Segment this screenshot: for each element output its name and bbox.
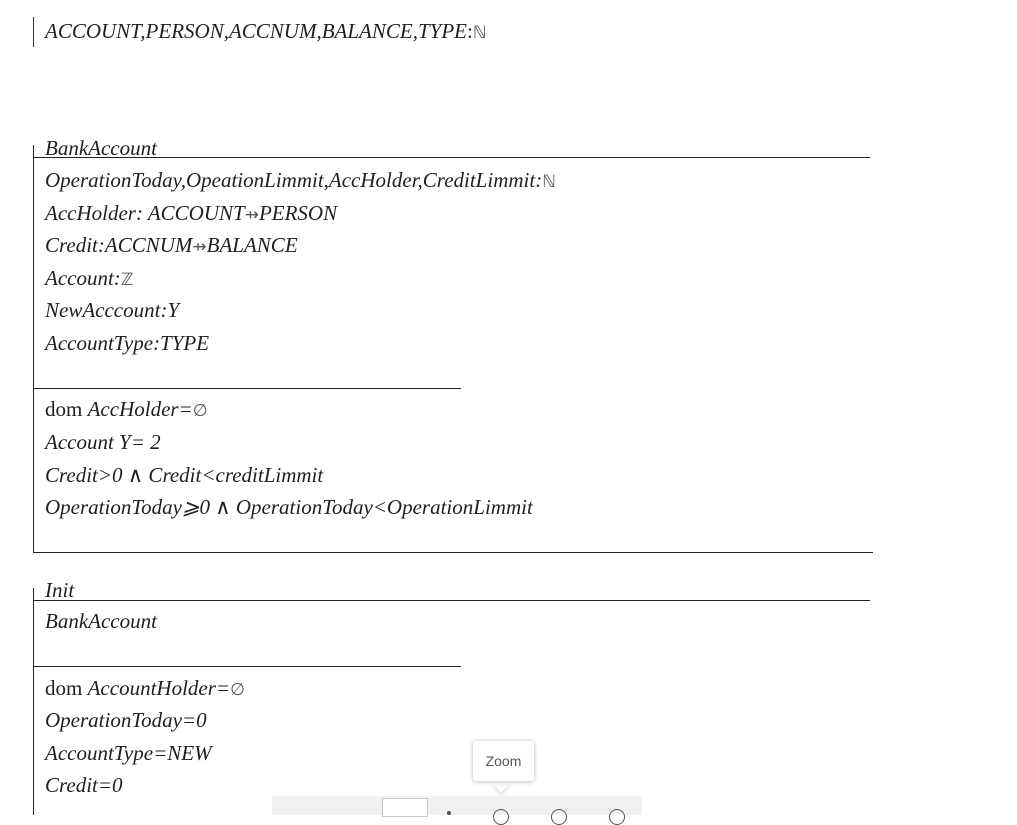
schema-init-left-rule (33, 588, 34, 815)
schema-bank-left-rule (33, 145, 34, 552)
partial-function-arrow-icon: ⇸ (192, 237, 207, 257)
schema-bank-top-rule (33, 157, 870, 158)
zoom-divider-dot (447, 811, 451, 815)
schema-bank-divider (33, 388, 461, 389)
schema-init-pred-3: AccountType=NEW (45, 741, 212, 765)
schema-init-decl-1: BankAccount (45, 609, 157, 633)
schema-bank-decl-4: Account:ℤ (45, 266, 134, 290)
integers-symbol: ℤ (120, 270, 134, 290)
schema-bank-pred-3: Credit>0 ∧ Credit<creditLimmit (45, 463, 324, 487)
schema-bank-decl-3: Credit:ACCNUM⇸BALANCE (45, 233, 298, 257)
schema-bank-name: BankAccount (45, 136, 157, 160)
zoom-tooltip (473, 741, 534, 781)
zoom-level-field[interactable] (382, 798, 428, 817)
text-cursor (33, 17, 34, 47)
given-sets-text: ACCOUNT,PERSON,ACCNUM,BALANCE,TYPE (45, 19, 467, 43)
schema-bank-pred-1: dom AccHolder=∅ (45, 397, 208, 421)
zoom-in-icon[interactable] (551, 809, 567, 825)
zoom-tooltip-label: Zoom (485, 753, 522, 769)
schema-bank-decl-5: NewAcccount:Y (45, 298, 180, 322)
schema-init-pred-1: dom AccountHolder=∅ (45, 676, 245, 700)
naturals-symbol: ℕ (472, 23, 487, 43)
schema-bank-pred-4: OperationToday⩾0 ∧ OperationToday<OperationLimmit (45, 495, 533, 519)
schema-bank-pred-2: Account Y= 2 (45, 430, 161, 454)
empty-set-symbol: ∅ (230, 680, 245, 700)
given-sets-colon: : (466, 19, 473, 43)
schema-init-name: Init (45, 578, 75, 602)
schema-init-divider (33, 666, 461, 667)
schema-bank-decl-1: OperationToday,OpeationLimmit,AccHolder,CreditLimmit:ℕ (45, 168, 556, 192)
zoom-fit-icon[interactable] (609, 809, 625, 825)
partial-function-arrow-icon: ⇸ (244, 205, 259, 225)
zoom-out-icon[interactable] (493, 809, 509, 825)
given-sets-declaration (45, 18, 486, 46)
schema-init-pred-4: Credit=0 (45, 773, 123, 797)
zoom-toolbar (272, 796, 642, 815)
schema-init-pred-2: OperationToday=0 (45, 708, 207, 732)
schema-init-top-rule (33, 600, 870, 601)
schema-bank-decl-2: AccHolder: ACCOUNT⇸PERSON (45, 201, 338, 225)
naturals-symbol: ℕ (542, 172, 556, 192)
empty-set-symbol: ∅ (192, 401, 208, 421)
schema-bank-bottom-rule (33, 552, 873, 553)
schema-bank-decl-6: AccountType:TYPE (45, 331, 210, 355)
